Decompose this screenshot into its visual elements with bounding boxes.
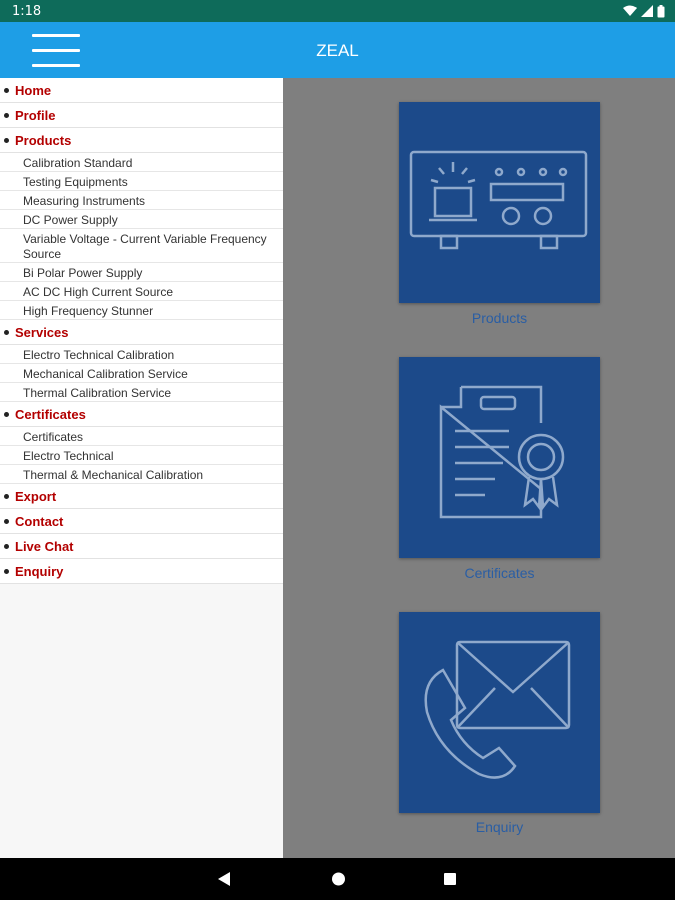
submenu-item-testing-equipments[interactable] <box>0 172 283 191</box>
menu-item-services[interactable] <box>0 320 283 345</box>
submenu-item-electro-technical[interactable] <box>0 446 283 465</box>
submenu-item-label: AC DC High Current Source <box>23 285 174 299</box>
menu-item-label: Profile <box>15 108 56 123</box>
menu-item-label: Live Chat <box>15 539 74 554</box>
home-icon[interactable] <box>331 871 346 887</box>
submenu-item-measuring-instruments[interactable] <box>0 191 283 210</box>
menu-item-label: Products <box>15 133 72 148</box>
submenu-item-label: Bi Polar Power Supply <box>23 266 143 280</box>
status-time: 1:18 <box>12 4 42 19</box>
menu-item-export[interactable] <box>0 484 283 509</box>
submenu-item-variable-voltage[interactable] <box>0 229 283 263</box>
menu-item-label: Home <box>15 83 52 98</box>
submenu-item-label: Variable Voltage - Current Variable Frequency Source <box>23 232 267 261</box>
products-tile[interactable] <box>399 102 600 303</box>
menu-item-enquiry[interactable] <box>0 559 283 584</box>
products-tile-label[interactable]: Products <box>471 310 528 326</box>
submenu-item-label: Mechanical Calibration Service <box>23 367 188 381</box>
submenu-item-ac-dc-high-current-source[interactable] <box>0 282 283 301</box>
submenu-item-label: Thermal Calibration Service <box>23 386 172 400</box>
menu-item-home[interactable] <box>0 78 283 103</box>
submenu-item-electro-technical-calibration[interactable] <box>0 345 283 364</box>
app-bar <box>0 22 675 78</box>
submenu-item-calibration-standard[interactable] <box>0 153 283 172</box>
submenu-item-label: Certificates <box>23 430 84 444</box>
app-title: ZEAL <box>316 41 359 60</box>
certificate-document-icon <box>399 357 600 558</box>
phone-mail-icon <box>399 612 600 813</box>
battery-icon <box>657 5 665 18</box>
submenu-item-label: Thermal & Mechanical Calibration <box>23 468 204 482</box>
submenu-item-mechanical-calibration-service[interactable] <box>0 364 283 383</box>
submenu-item-label: Calibration Standard <box>23 156 133 170</box>
submenu-item-high-frequency-stunner[interactable] <box>0 301 283 320</box>
submenu-item-certificates[interactable] <box>0 427 283 446</box>
signal-icon <box>641 5 653 17</box>
menu-list <box>0 78 283 584</box>
menu-item-label: Contact <box>15 514 64 529</box>
menu-item-certificates[interactable] <box>0 402 283 427</box>
submenu-item-label: Testing Equipments <box>23 175 128 189</box>
tile-column <box>283 78 675 858</box>
submenu-item-bi-polar-power-supply[interactable] <box>0 263 283 282</box>
menu-item-products[interactable] <box>0 128 283 153</box>
status-icons <box>623 4 665 18</box>
system-nav-bar <box>0 858 675 900</box>
submenu-item-label: Measuring Instruments <box>23 194 146 208</box>
enquiry-tile[interactable] <box>399 612 600 813</box>
back-icon[interactable] <box>217 871 231 887</box>
menu-item-label: Export <box>15 489 57 504</box>
power-supply-device-icon <box>399 102 600 303</box>
menu-item-contact[interactable] <box>0 509 283 534</box>
recents-icon[interactable] <box>443 871 457 887</box>
menu-item-profile[interactable] <box>0 103 283 128</box>
submenu-item-dc-power-supply[interactable] <box>0 210 283 229</box>
submenu-item-label: DC Power Supply <box>23 213 118 227</box>
menu-item-label: Certificates <box>15 407 86 422</box>
submenu-item-label: Electro Technical Calibration <box>23 348 175 362</box>
menu-item-live-chat[interactable] <box>0 534 283 559</box>
submenu-item-thermal-calibration-service[interactable] <box>0 383 283 402</box>
certificates-tile-label[interactable]: Certificates <box>464 565 535 581</box>
wifi-icon <box>623 5 637 17</box>
certificates-tile[interactable] <box>399 357 600 558</box>
submenu-item-thermal-mechanical-calibration[interactable] <box>0 465 283 484</box>
status-bar <box>0 0 675 22</box>
submenu-item-label: High Frequency Stunner <box>23 304 154 318</box>
menu-item-label: Services <box>15 325 69 340</box>
navigation-drawer <box>0 78 283 858</box>
enquiry-tile-label[interactable]: Enquiry <box>475 819 524 835</box>
menu-item-label: Enquiry <box>15 564 64 579</box>
submenu-item-label: Electro Technical <box>23 449 114 463</box>
